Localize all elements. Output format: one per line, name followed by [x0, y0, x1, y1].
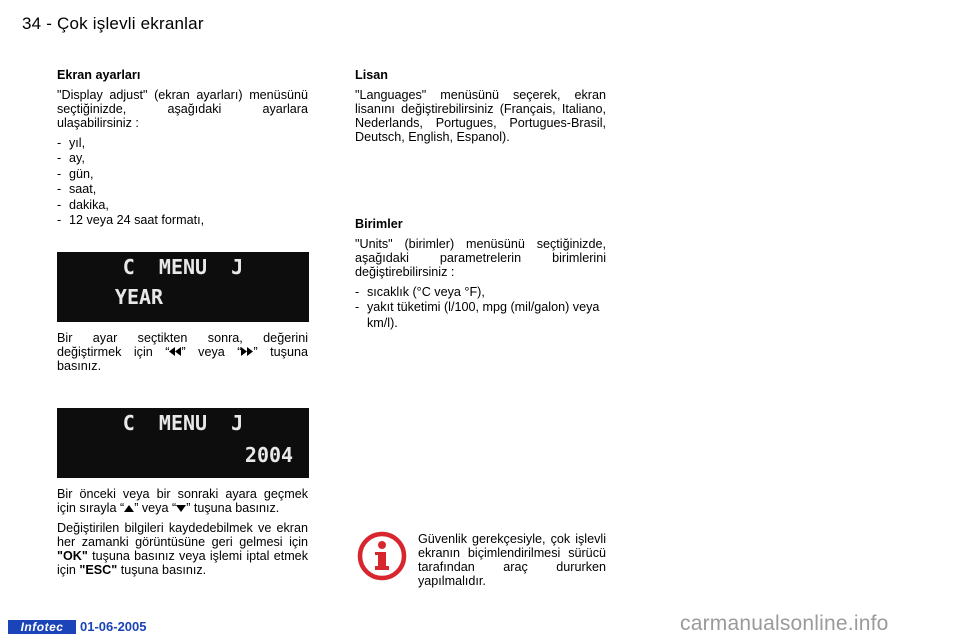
text-part: ” veya “	[181, 345, 242, 359]
units-list	[355, 285, 606, 331]
list-item: - saat,	[57, 182, 308, 197]
lcd-menu-text: C MENU J	[122, 411, 244, 435]
list-item: - gün,	[57, 167, 308, 182]
watermark: carmanualsonline.info	[680, 612, 889, 635]
infotec-logo: Infotec	[8, 620, 76, 634]
page-title: 34 - Çok işlevli ekranlar	[22, 14, 204, 33]
language-text: "Languages" menüsünü seçerek, ekran lisanını değiştirebilirsiniz (Français, Italiano, Nederlands, Portugues, Portugues-Brasil, Deutsch, English, Espanol).	[355, 88, 606, 144]
safety-text: Güvenlik gerekçesiyle, çok işlevli ekranın biçimlendirilmesi sürücü tarafından araç dururken yapılmalıdır.	[418, 532, 606, 588]
text-part: Bir önceki veya bir sonraki ayara geçmek için sırayla “	[57, 487, 308, 515]
down-triangle-icon	[176, 501, 186, 515]
lcd-display-2004	[57, 408, 309, 478]
text-part: tuşuna basınız.	[117, 563, 207, 577]
up-triangle-icon	[124, 501, 134, 515]
text-part: Değiştirilen bilgileri kaydedebilmek ve ekran her zamanki görüntüsüne geri gelmesi için	[57, 521, 308, 549]
fast-forward-icon	[241, 345, 253, 359]
list-item: - yıl,	[57, 136, 308, 151]
text-part: ” veya “	[134, 501, 177, 515]
save-cancel-paragraph	[57, 521, 308, 577]
safety-note	[418, 532, 606, 594]
units-heading: Birimler	[355, 217, 403, 231]
text-part: Bir ayar seçtikten sonra, değerini değiştirmek için “	[57, 331, 308, 359]
text-part: ” tuşuna basınız.	[57, 345, 308, 373]
list-item: - ay,	[57, 151, 308, 166]
lcd-menu-text: C MENU J	[122, 255, 244, 279]
navigate-paragraphs	[57, 487, 308, 583]
units-section	[355, 217, 606, 331]
screen-settings-section	[57, 68, 308, 228]
screen-settings-intro: "Display adjust" (ekran ayarları) menüsünü seçtiğinizde, aşağıdaki ayarlara ulaşabilirsiniz :	[57, 88, 308, 130]
text-part: tuşuna basınız veya işlemi iptal etmek için	[57, 549, 308, 577]
esc-key-label: "ESC"	[79, 563, 118, 577]
language-section	[355, 68, 606, 150]
previous-next-paragraph	[57, 487, 308, 515]
information-icon	[356, 530, 408, 582]
text-part: ” tuşuna basınız.	[186, 501, 280, 515]
change-value-paragraph	[57, 331, 308, 379]
lcd-display-year	[57, 252, 309, 322]
screen-settings-heading: Ekran ayarları	[57, 68, 141, 82]
lcd-year-value: 2004	[244, 443, 294, 467]
units-intro: "Units" (birimler) menüsünü seçtiğinizde, aşağıdaki parametrelerin birimlerini değiştirebilirsiniz :	[355, 237, 606, 279]
lcd-year-text: YEAR	[114, 285, 164, 309]
rewind-icon	[169, 345, 181, 359]
list-item: - 12 veya 24 saat formatı,	[57, 213, 308, 228]
footer-date: 01-06-2005	[80, 619, 147, 634]
list-item: - dakika,	[57, 198, 308, 213]
list-item: - yakıt tüketimi (l/100, mpg (mil/galon) veya km/l).	[355, 300, 606, 331]
language-heading: Lisan	[355, 68, 388, 82]
list-item: - sıcaklık (°C veya °F),	[355, 285, 606, 300]
ok-key-label: "OK"	[57, 549, 88, 563]
screen-settings-list	[57, 136, 308, 228]
